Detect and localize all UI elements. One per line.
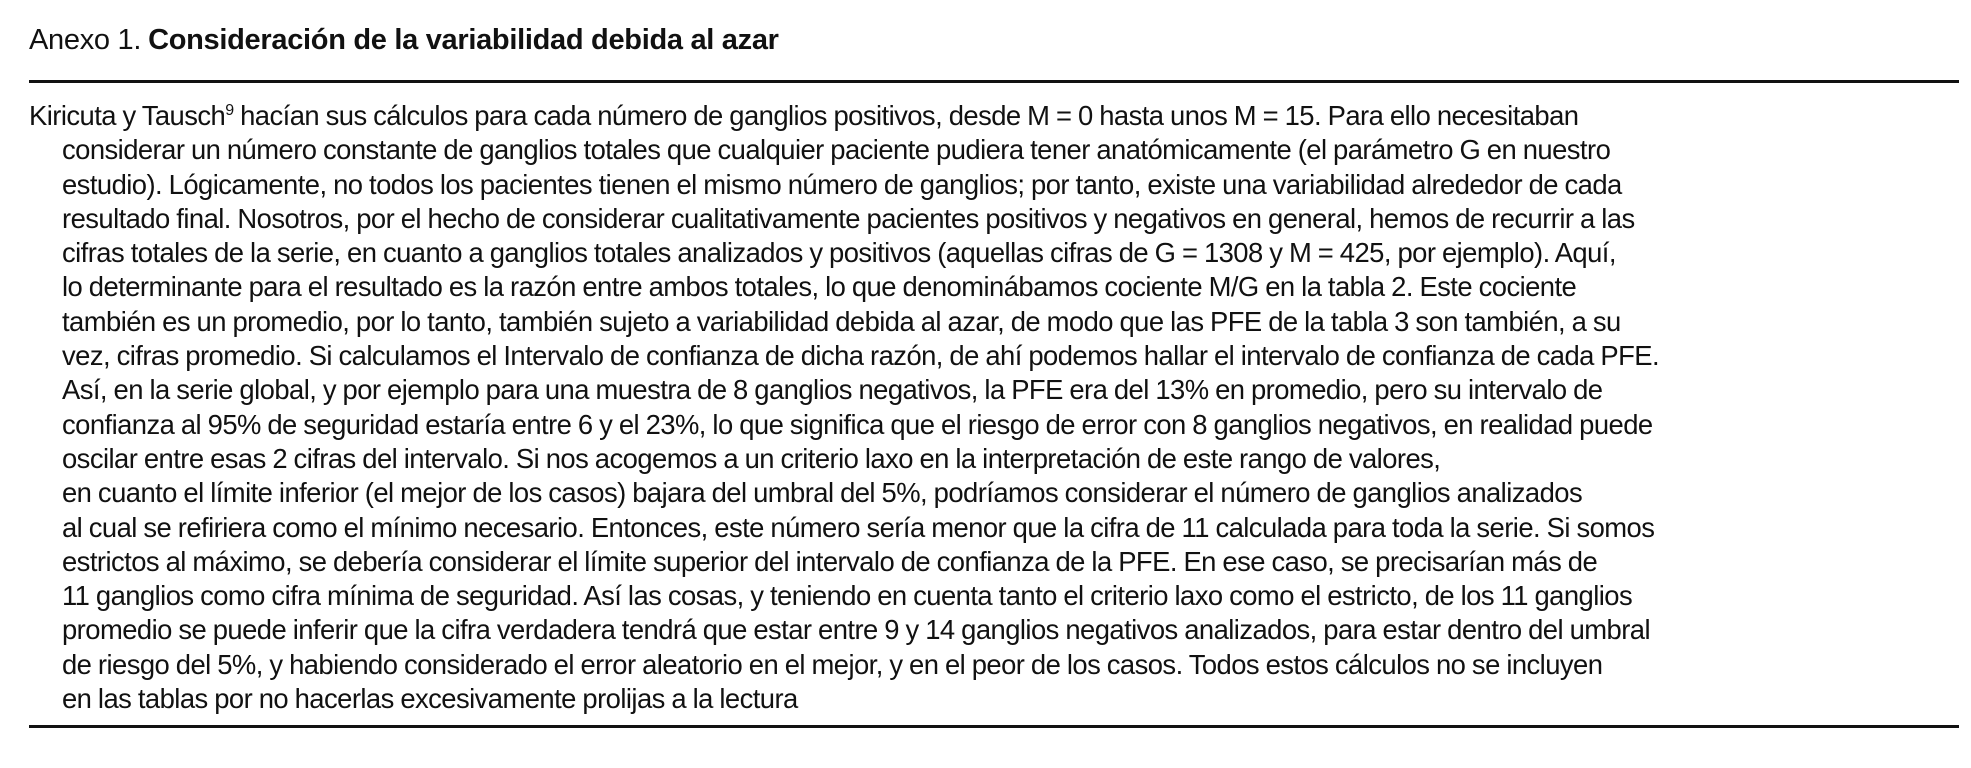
text-line: resultado final. Nosotros, por el hecho de considerar cualitativamente pacientes positivos y negativos en general, hemos de recurrir a las <box>62 202 1635 234</box>
text-line: estudio). Lógicamente, no todos los pacientes tienen el mismo número de ganglios; por tanto, existe una variabilidad alrededor de cada <box>62 168 1622 200</box>
first-line-rest: hacían sus cálculos para cada número de ganglios positivos, desde M = 0 hasta unos M = 15. Para ello necesitaban <box>233 100 1579 131</box>
text-line: de riesgo del 5%, y habiendo considerado el error aleatorio en el mejor, y en el peor de los casos. Todos estos cálculos no se incluyen <box>62 648 1603 680</box>
text-line: 11 ganglios como cifra mínima de seguridad. Así las cosas, y teniendo en cuenta tanto el criterio laxo como el estricto, de los 11 ganglios <box>62 580 1633 612</box>
text-line: también es un promedio, por lo tanto, también sujeto a variabilidad debida al azar, de modo que las PFE de la tabla 3 son también, a su <box>62 305 1621 337</box>
annex-heading: Consideración de la variabilidad debida al azar <box>148 23 779 56</box>
top-rule <box>29 80 1959 83</box>
text-line: al cual se refiriera como el mínimo necesario. Entonces, este número sería menor que la cifra de 11 calculada para toda la serie. Si somos <box>62 511 1655 543</box>
annex-title <box>29 0 1959 80</box>
text-line <box>29 99 1959 133</box>
first-line-start: Kiricuta y Tausch <box>29 100 226 131</box>
text-line: confianza al 95% de seguridad estaría entre 6 y el 23%, lo que significa que el riesgo de error con 8 ganglios negativos, en realidad puede <box>62 408 1653 440</box>
text-line: lo determinante para el resultado es la razón entre ambos totales, lo que denominábamos cociente M/G en la tabla 2. Este cociente <box>62 271 1577 303</box>
annex-label: Anexo 1. <box>29 23 142 56</box>
text-line: Así, en la serie global, y por ejemplo para una muestra de 8 ganglios negativos, la PFE era del 13% en promedio, pero su intervalo de <box>62 374 1603 406</box>
text-line: en las tablas por no hacerlas excesivamente prolijas a la lectura <box>62 683 798 715</box>
text-line: promedio se puede inferir que la cifra verdadera tendrá que estar entre 9 y 14 ganglios negativos analizados, para estar dentro del umbral <box>62 614 1650 646</box>
annex-body <box>29 99 1959 716</box>
text-line: en cuanto el límite inferior (el mejor de los casos) bajara del umbral del 5%, podríamos considerar el número de ganglios analizados <box>62 477 1583 509</box>
bottom-rule <box>29 725 1959 728</box>
text-line: considerar un número constante de ganglios totales que cualquier paciente pudiera tener anatómicamente (el parámetro G en nuestro <box>62 134 1611 166</box>
annex-box <box>29 0 1959 715</box>
text-line: cifras totales de la serie, en cuanto a ganglios totales analizados y positivos (aquellas cifras de G = 1308 y M = 425, por ejemplo). Aquí, <box>62 237 1616 269</box>
text-line: estrictos al máximo, se debería considerar el límite superior del intervalo de confianza de la PFE. En ese caso, se precisarían más de <box>62 545 1598 577</box>
text-line: vez, cifras promedio. Si calculamos el Intervalo de confianza de dicha razón, de ahí podemos hallar el intervalo de confianza de cada PFE. <box>62 340 1660 372</box>
reference-superscript: 9 <box>225 102 234 119</box>
text-line: oscilar entre esas 2 cifras del intervalo. Si nos acogemos a un criterio laxo en la interpretación de este rango de valores, <box>62 442 1441 474</box>
